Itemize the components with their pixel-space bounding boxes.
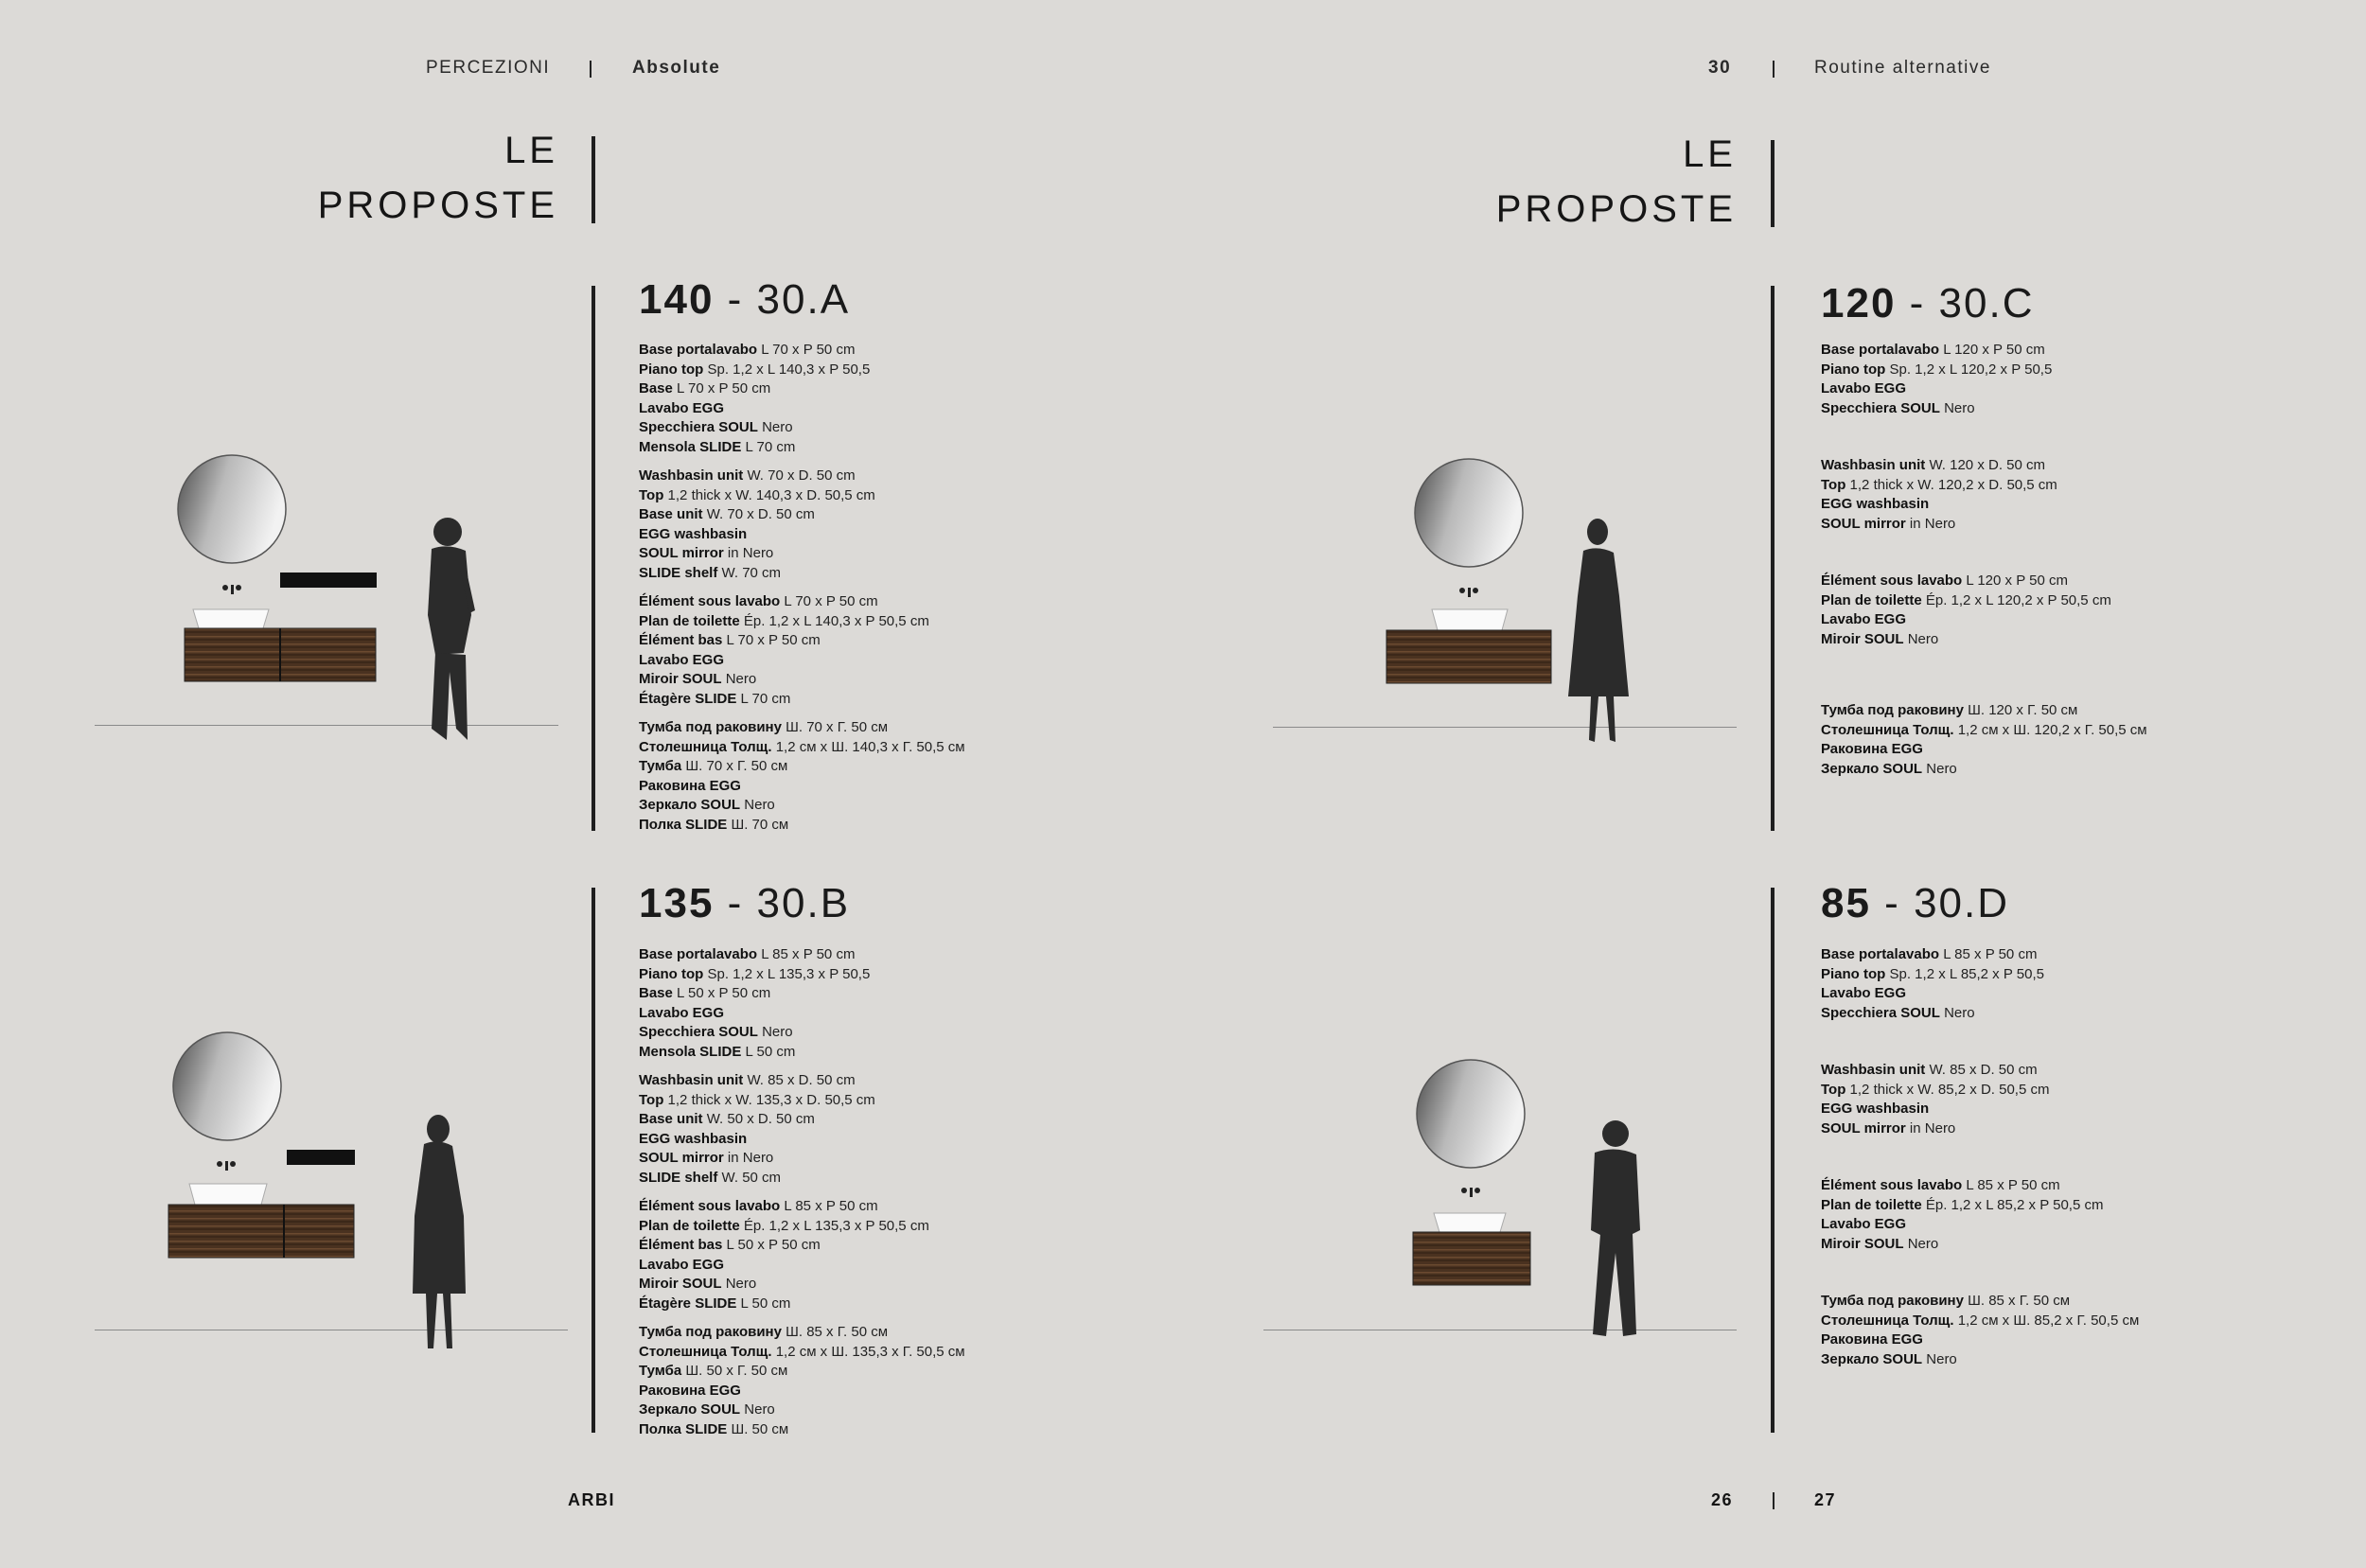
spec-line bbox=[639, 1362, 1131, 1382]
spec-group bbox=[639, 945, 1131, 1062]
spec-dimensions: L 85 x P 50 cm bbox=[1966, 1177, 2060, 1193]
spec-item: Mensola SLIDE bbox=[639, 438, 742, 455]
spec-item: Base portalavabo bbox=[639, 946, 758, 962]
spec-line bbox=[639, 757, 1131, 777]
spec-dimensions: Nero bbox=[1926, 1350, 1957, 1367]
proposal-rule bbox=[592, 888, 595, 1433]
spec-item: Base portalavabo bbox=[1821, 946, 1940, 962]
spec-item: Élément sous lavabo bbox=[1821, 573, 1963, 589]
spec-line bbox=[639, 1130, 1131, 1150]
spec-line bbox=[1821, 945, 2266, 965]
spec-item: Base unit bbox=[639, 506, 703, 522]
spec-line bbox=[639, 1043, 1131, 1063]
spec-item: EGG washbasin bbox=[1821, 496, 1930, 512]
spec-dimensions: L 85 x P 50 cm bbox=[784, 1198, 878, 1214]
spec-item: Top bbox=[639, 1091, 664, 1108]
spec-line bbox=[639, 816, 1131, 836]
spec-group bbox=[639, 592, 1131, 709]
spec-line bbox=[1821, 456, 2266, 476]
spec-item: Зеркало SOUL bbox=[1821, 760, 1923, 777]
spec-line bbox=[639, 1343, 1131, 1363]
spec-line bbox=[1821, 1350, 2266, 1370]
spec-dimensions: W. 70 cm bbox=[721, 564, 782, 581]
spec-line bbox=[639, 1256, 1131, 1276]
proposal-code-c: 120 - 30.C bbox=[1821, 280, 2035, 326]
spec-line bbox=[639, 1197, 1131, 1217]
spec-dimensions: in Nero bbox=[727, 1150, 774, 1166]
spec-dimensions: Sp. 1,2 x L 135,3 x P 50,5 bbox=[707, 965, 871, 982]
spec-line bbox=[639, 965, 1131, 985]
spec-line bbox=[639, 361, 1131, 380]
spec-item: EGG washbasin bbox=[1821, 1101, 1930, 1117]
spec-line bbox=[1821, 1312, 2266, 1331]
spec-dimensions: 1,2 см x Ш. 85,2 x Г. 50,5 см bbox=[1957, 1312, 2140, 1329]
spec-item: Столешница Толщ. bbox=[639, 738, 772, 755]
spec-dimensions: L 120 x P 50 cm bbox=[1943, 342, 2045, 358]
spec-line bbox=[639, 1169, 1131, 1189]
spec-line bbox=[639, 1071, 1131, 1091]
spec-line bbox=[1821, 379, 2266, 399]
spec-line bbox=[639, 467, 1131, 486]
spec-dimensions: 1,2 thick x W. 85,2 x D. 50,5 cm bbox=[1849, 1081, 2050, 1098]
spec-dimensions: 1,2 thick x W. 135,3 x D. 50,5 cm bbox=[667, 1091, 875, 1108]
spec-dimensions: Nero bbox=[725, 671, 757, 687]
spec-item: Тумба bbox=[639, 1363, 682, 1379]
page-number-left: 26 bbox=[1711, 1490, 1734, 1509]
spec-item: Столешница Толщ. bbox=[1821, 1312, 1954, 1329]
spec-line bbox=[1821, 610, 2266, 630]
spec-line bbox=[1821, 361, 2266, 380]
spec-dimensions: Sp. 1,2 x L 85,2 x P 50,5 bbox=[1889, 965, 2044, 982]
spec-dimensions: W. 70 x D. 50 cm bbox=[706, 506, 815, 522]
spec-line bbox=[639, 1091, 1131, 1111]
spec-line bbox=[639, 592, 1131, 612]
spec-line bbox=[639, 796, 1131, 816]
spec-dimensions: L 70 x P 50 cm bbox=[761, 342, 856, 358]
spec-dimensions: W. 70 x D. 50 cm bbox=[747, 467, 856, 484]
spec-dimensions: Nero bbox=[762, 1024, 793, 1040]
spec-dimensions: L 85 x P 50 cm bbox=[1943, 946, 2038, 962]
spec-item: Élément bas bbox=[639, 1237, 723, 1253]
spec-dimensions: L 70 x P 50 cm bbox=[726, 632, 821, 648]
spec-dimensions: Nero bbox=[725, 1276, 757, 1292]
spec-item: Тумба под раковину bbox=[1821, 702, 1964, 718]
spec-item: Lavabo EGG bbox=[639, 651, 725, 668]
spec-line bbox=[639, 544, 1131, 564]
page-title-right bbox=[1368, 127, 1737, 237]
spec-line bbox=[639, 738, 1131, 758]
spec-list-c bbox=[1821, 341, 2266, 788]
spec-item: Зеркало SOUL bbox=[1821, 1350, 1923, 1367]
spec-item: EGG washbasin bbox=[639, 1130, 748, 1147]
spec-group bbox=[1821, 701, 2266, 779]
spec-line bbox=[639, 418, 1131, 438]
spec-dimensions: Nero bbox=[1926, 760, 1957, 777]
spec-line bbox=[639, 651, 1131, 671]
spec-dimensions: L 120 x P 50 cm bbox=[1966, 573, 2068, 589]
spec-line bbox=[1821, 965, 2266, 985]
spec-line bbox=[1821, 701, 2266, 721]
illustration-30a bbox=[95, 445, 568, 766]
title-line: PROPOSTE bbox=[317, 185, 558, 226]
illustration-30d bbox=[1263, 1050, 1746, 1372]
spec-line bbox=[639, 341, 1131, 361]
spec-dimensions: Sp. 1,2 x L 120,2 x P 50,5 bbox=[1889, 361, 2053, 378]
spec-item: Specchiera SOUL bbox=[639, 419, 758, 435]
header-number: 30 bbox=[1708, 58, 1732, 78]
spec-line bbox=[1821, 760, 2266, 780]
spec-item: Раковина EGG bbox=[639, 777, 741, 794]
spec-item: SOUL mirror bbox=[1821, 1119, 1906, 1136]
spec-line bbox=[1821, 1081, 2266, 1101]
spec-list-b bbox=[639, 945, 1131, 1449]
spec-item: Top bbox=[1821, 1081, 1846, 1098]
spec-item: Top bbox=[639, 486, 664, 503]
spec-line bbox=[1821, 740, 2266, 760]
spec-group bbox=[639, 1323, 1131, 1439]
spec-item: Élément sous lavabo bbox=[639, 1198, 781, 1214]
spec-item: Полка SLIDE bbox=[639, 816, 728, 833]
spec-item: Раковина EGG bbox=[639, 1382, 741, 1399]
spec-dimensions: Ш. 85 x Г. 50 см bbox=[1968, 1293, 2071, 1309]
spec-dimensions: 1,2 thick x W. 140,3 x D. 50,5 cm bbox=[667, 486, 875, 503]
spec-line bbox=[639, 612, 1131, 632]
spec-dimensions: L 70 x P 50 cm bbox=[677, 380, 771, 396]
spec-line bbox=[1821, 1061, 2266, 1081]
spec-item: Piano top bbox=[1821, 965, 1886, 982]
spec-line bbox=[639, 505, 1131, 525]
spec-dimensions: Nero bbox=[744, 1401, 775, 1418]
spec-line bbox=[1821, 495, 2266, 515]
title-line: LE bbox=[1683, 133, 1737, 175]
spec-line bbox=[639, 486, 1131, 506]
spec-line bbox=[1821, 984, 2266, 1004]
spec-list-a bbox=[639, 341, 1131, 844]
spec-line bbox=[639, 1323, 1131, 1343]
spec-item: Lavabo EGG bbox=[639, 399, 725, 416]
spec-dimensions: Sp. 1,2 x L 140,3 x P 50,5 bbox=[707, 361, 871, 378]
spec-dimensions: in Nero bbox=[1909, 1119, 1956, 1136]
page-title-left bbox=[189, 123, 558, 233]
spec-dimensions: W. 50 cm bbox=[721, 1169, 782, 1186]
spec-dimensions: L 50 x P 50 cm bbox=[726, 1237, 821, 1253]
spec-item: Piano top bbox=[1821, 361, 1886, 378]
spec-item: SLIDE shelf bbox=[639, 1169, 718, 1186]
spec-line bbox=[639, 399, 1131, 419]
spec-dimensions: Ép. 1,2 x L 120,2 x P 50,5 cm bbox=[1925, 591, 2111, 608]
spec-item: Miroir SOUL bbox=[1821, 630, 1904, 647]
spec-item: SOUL mirror bbox=[639, 1150, 724, 1166]
spec-dimensions: Nero bbox=[1907, 630, 1939, 647]
proposal-rule bbox=[1771, 286, 1774, 831]
spec-item: Зеркало SOUL bbox=[639, 1401, 741, 1418]
spec-line bbox=[1821, 1119, 2266, 1139]
spec-line bbox=[1821, 399, 2266, 419]
spec-item: Mensola SLIDE bbox=[639, 1043, 742, 1060]
spec-item: Lavabo EGG bbox=[1821, 611, 1907, 627]
spec-dimensions: W. 85 x D. 50 cm bbox=[747, 1072, 856, 1088]
spec-item: Piano top bbox=[639, 965, 704, 982]
spec-item: Miroir SOUL bbox=[639, 671, 722, 687]
spec-line bbox=[639, 690, 1131, 710]
spec-item: Столешница Толщ. bbox=[1821, 721, 1954, 738]
spec-line bbox=[639, 1110, 1131, 1130]
spec-line bbox=[639, 1275, 1131, 1295]
spec-line bbox=[639, 1295, 1131, 1314]
spec-line bbox=[1821, 591, 2266, 611]
spec-item: Base portalavabo bbox=[1821, 342, 1940, 358]
spec-item: Washbasin unit bbox=[1821, 1062, 1926, 1078]
footer-divider bbox=[1773, 1492, 1774, 1509]
spec-dimensions: L 70 cm bbox=[740, 690, 791, 707]
spec-line bbox=[639, 564, 1131, 584]
title-rule bbox=[1771, 140, 1774, 227]
spec-item: Specchiera SOUL bbox=[1821, 1004, 1940, 1021]
spec-item: Élément bas bbox=[639, 632, 723, 648]
header-title: Routine alternative bbox=[1814, 58, 1991, 78]
spec-line bbox=[1821, 572, 2266, 591]
spec-list-d bbox=[1821, 945, 2266, 1379]
illustration-30c bbox=[1273, 445, 1746, 766]
spec-group bbox=[1821, 1292, 2266, 1369]
spec-line bbox=[639, 945, 1131, 965]
spec-line bbox=[639, 718, 1131, 738]
spec-item: Étagère SLIDE bbox=[639, 690, 737, 707]
spec-dimensions: Nero bbox=[1944, 399, 1975, 416]
spec-item: Plan de toilette bbox=[639, 1217, 740, 1234]
spec-dimensions: Ép. 1,2 x L 85,2 x P 50,5 cm bbox=[1925, 1196, 2104, 1213]
header-collection: Absolute bbox=[632, 58, 721, 78]
proposal-code-b: 135 - 30.B bbox=[639, 880, 851, 926]
spec-item: Washbasin unit bbox=[1821, 457, 1926, 473]
spec-line bbox=[1821, 630, 2266, 650]
spec-dimensions: Ш. 120 x Г. 50 см bbox=[1968, 702, 2078, 718]
spec-line bbox=[639, 379, 1131, 399]
spec-item: SOUL mirror bbox=[639, 545, 724, 561]
proposal-code-a: 140 - 30.A bbox=[639, 276, 851, 323]
spec-dimensions: 1,2 см x Ш. 120,2 x Г. 50,5 см bbox=[1957, 721, 2147, 738]
header-section: PERCEZIONI bbox=[426, 58, 551, 78]
spec-dimensions: Ш. 70 x Г. 50 см bbox=[685, 758, 788, 774]
spec-item: Полка SLIDE bbox=[639, 1420, 728, 1437]
spec-dimensions: L 70 cm bbox=[745, 438, 796, 455]
spec-dimensions: W. 120 x D. 50 cm bbox=[1929, 457, 2045, 473]
spec-dimensions: in Nero bbox=[1909, 515, 1956, 532]
spec-line bbox=[639, 984, 1131, 1004]
spec-item: Lavabo EGG bbox=[1821, 380, 1907, 396]
spec-item: Зеркало SOUL bbox=[639, 797, 741, 813]
spec-item: Base bbox=[639, 380, 673, 396]
spec-group bbox=[1821, 341, 2266, 418]
spec-line bbox=[639, 1004, 1131, 1024]
spec-line bbox=[639, 1236, 1131, 1256]
spec-dimensions: Nero bbox=[762, 419, 793, 435]
spec-group bbox=[1821, 572, 2266, 649]
spec-item: Plan de toilette bbox=[639, 612, 740, 629]
spec-dimensions: 1,2 см x Ш. 135,3 x Г. 50,5 см bbox=[775, 1343, 965, 1360]
spec-line bbox=[1821, 341, 2266, 361]
spec-dimensions: L 50 x P 50 cm bbox=[677, 985, 771, 1001]
spec-line bbox=[1821, 1176, 2266, 1196]
spec-item: Piano top bbox=[639, 361, 704, 378]
spec-line bbox=[1821, 515, 2266, 535]
spec-item: Lavabo EGG bbox=[1821, 985, 1907, 1001]
title-line: LE bbox=[504, 130, 558, 171]
spec-dimensions: Ш. 50 см bbox=[731, 1420, 789, 1437]
spec-group bbox=[639, 1197, 1131, 1313]
spec-dimensions: Ép. 1,2 x L 140,3 x P 50,5 cm bbox=[743, 612, 929, 629]
spec-dimensions: 1,2 см x Ш. 140,3 x Г. 50,5 см bbox=[775, 738, 965, 755]
spec-item: Washbasin unit bbox=[639, 467, 744, 484]
spec-item: Étagère SLIDE bbox=[639, 1295, 737, 1312]
proposal-rule bbox=[592, 286, 595, 831]
spec-dimensions: Ш. 50 x Г. 50 см bbox=[685, 1363, 788, 1379]
spec-item: Тумба под раковину bbox=[1821, 1293, 1964, 1309]
spec-dimensions: Ép. 1,2 x L 135,3 x P 50,5 cm bbox=[743, 1217, 929, 1234]
spec-line bbox=[1821, 1215, 2266, 1235]
illustration-30b bbox=[95, 1027, 577, 1367]
spec-line bbox=[1821, 1196, 2266, 1216]
spec-dimensions: Nero bbox=[744, 797, 775, 813]
spec-dimensions: Ш. 85 x Г. 50 см bbox=[786, 1324, 889, 1340]
spec-line bbox=[639, 525, 1131, 545]
spec-item: Lavabo EGG bbox=[1821, 1216, 1907, 1232]
spec-line bbox=[639, 1023, 1131, 1043]
spec-dimensions: L 50 cm bbox=[745, 1043, 796, 1060]
spec-item: Тумба под раковину bbox=[639, 1324, 782, 1340]
spec-group bbox=[639, 1071, 1131, 1188]
spec-group bbox=[639, 341, 1131, 457]
proposal-code-d: 85 - 30.D bbox=[1821, 880, 2010, 926]
spec-line bbox=[1821, 1100, 2266, 1119]
spec-dimensions: L 50 cm bbox=[740, 1295, 791, 1312]
spec-item: EGG washbasin bbox=[639, 525, 748, 542]
header-divider bbox=[590, 61, 592, 78]
spec-item: Miroir SOUL bbox=[1821, 1235, 1904, 1252]
spec-group bbox=[639, 718, 1131, 835]
spec-group bbox=[1821, 945, 2266, 1023]
spec-group bbox=[1821, 456, 2266, 534]
proposal-rule bbox=[1771, 888, 1774, 1433]
spec-group bbox=[1821, 1176, 2266, 1254]
spec-item: Miroir SOUL bbox=[639, 1276, 722, 1292]
spec-group bbox=[639, 467, 1131, 583]
spec-line bbox=[1821, 1004, 2266, 1024]
spec-line bbox=[639, 1217, 1131, 1237]
spec-line bbox=[1821, 1330, 2266, 1350]
spec-dimensions: Ш. 70 см bbox=[731, 816, 789, 833]
spec-item: Base portalavabo bbox=[639, 342, 758, 358]
page-number-right: 27 bbox=[1814, 1490, 1837, 1509]
spec-item: Base bbox=[639, 985, 673, 1001]
spec-item: Раковина EGG bbox=[1821, 741, 1923, 757]
spec-line bbox=[639, 1401, 1131, 1420]
spec-dimensions: Nero bbox=[1907, 1235, 1939, 1252]
spec-item: Тумба под раковину bbox=[639, 719, 782, 735]
title-rule bbox=[592, 136, 595, 223]
spec-line bbox=[639, 777, 1131, 797]
spec-dimensions: in Nero bbox=[727, 545, 774, 561]
spec-item: Тумба bbox=[639, 758, 682, 774]
spec-group bbox=[1821, 1061, 2266, 1138]
spec-item: SOUL mirror bbox=[1821, 515, 1906, 532]
header-divider bbox=[1773, 61, 1774, 78]
spec-line bbox=[639, 670, 1131, 690]
title-line: PROPOSTE bbox=[1495, 188, 1737, 230]
spec-item: Столешница Толщ. bbox=[639, 1343, 772, 1360]
spec-dimensions: W. 85 x D. 50 cm bbox=[1929, 1062, 2038, 1078]
spec-dimensions: 1,2 thick x W. 120,2 x D. 50,5 cm bbox=[1849, 476, 2057, 493]
spec-dimensions: Nero bbox=[1944, 1004, 1975, 1021]
spec-item: Washbasin unit bbox=[639, 1072, 744, 1088]
spec-line bbox=[639, 1149, 1131, 1169]
spec-line bbox=[1821, 1292, 2266, 1312]
spec-line bbox=[639, 631, 1131, 651]
footer-brand: ARBI bbox=[568, 1490, 615, 1509]
spec-line bbox=[1821, 476, 2266, 496]
spec-item: Раковина EGG bbox=[1821, 1331, 1923, 1348]
spec-item: Base unit bbox=[639, 1111, 703, 1127]
spec-item: Lavabo EGG bbox=[639, 1004, 725, 1021]
spec-dimensions: Ш. 70 x Г. 50 см bbox=[786, 719, 889, 735]
spec-line bbox=[639, 1382, 1131, 1401]
spec-line bbox=[639, 438, 1131, 458]
spec-line bbox=[1821, 1235, 2266, 1255]
spec-item: Specchiera SOUL bbox=[639, 1024, 758, 1040]
spec-item: Lavabo EGG bbox=[639, 1256, 725, 1273]
spec-dimensions: W. 50 x D. 50 cm bbox=[706, 1111, 815, 1127]
spec-item: Plan de toilette bbox=[1821, 591, 1922, 608]
spec-dimensions: L 85 x P 50 cm bbox=[761, 946, 856, 962]
spec-item: Élément sous lavabo bbox=[639, 593, 781, 609]
spec-line bbox=[1821, 721, 2266, 741]
spec-item: Top bbox=[1821, 476, 1846, 493]
spec-line bbox=[639, 1420, 1131, 1440]
spec-dimensions: L 70 x P 50 cm bbox=[784, 593, 878, 609]
spec-item: Élément sous lavabo bbox=[1821, 1177, 1963, 1193]
spec-item: SLIDE shelf bbox=[639, 564, 718, 581]
spec-item: Specchiera SOUL bbox=[1821, 399, 1940, 416]
spec-item: Plan de toilette bbox=[1821, 1196, 1922, 1213]
